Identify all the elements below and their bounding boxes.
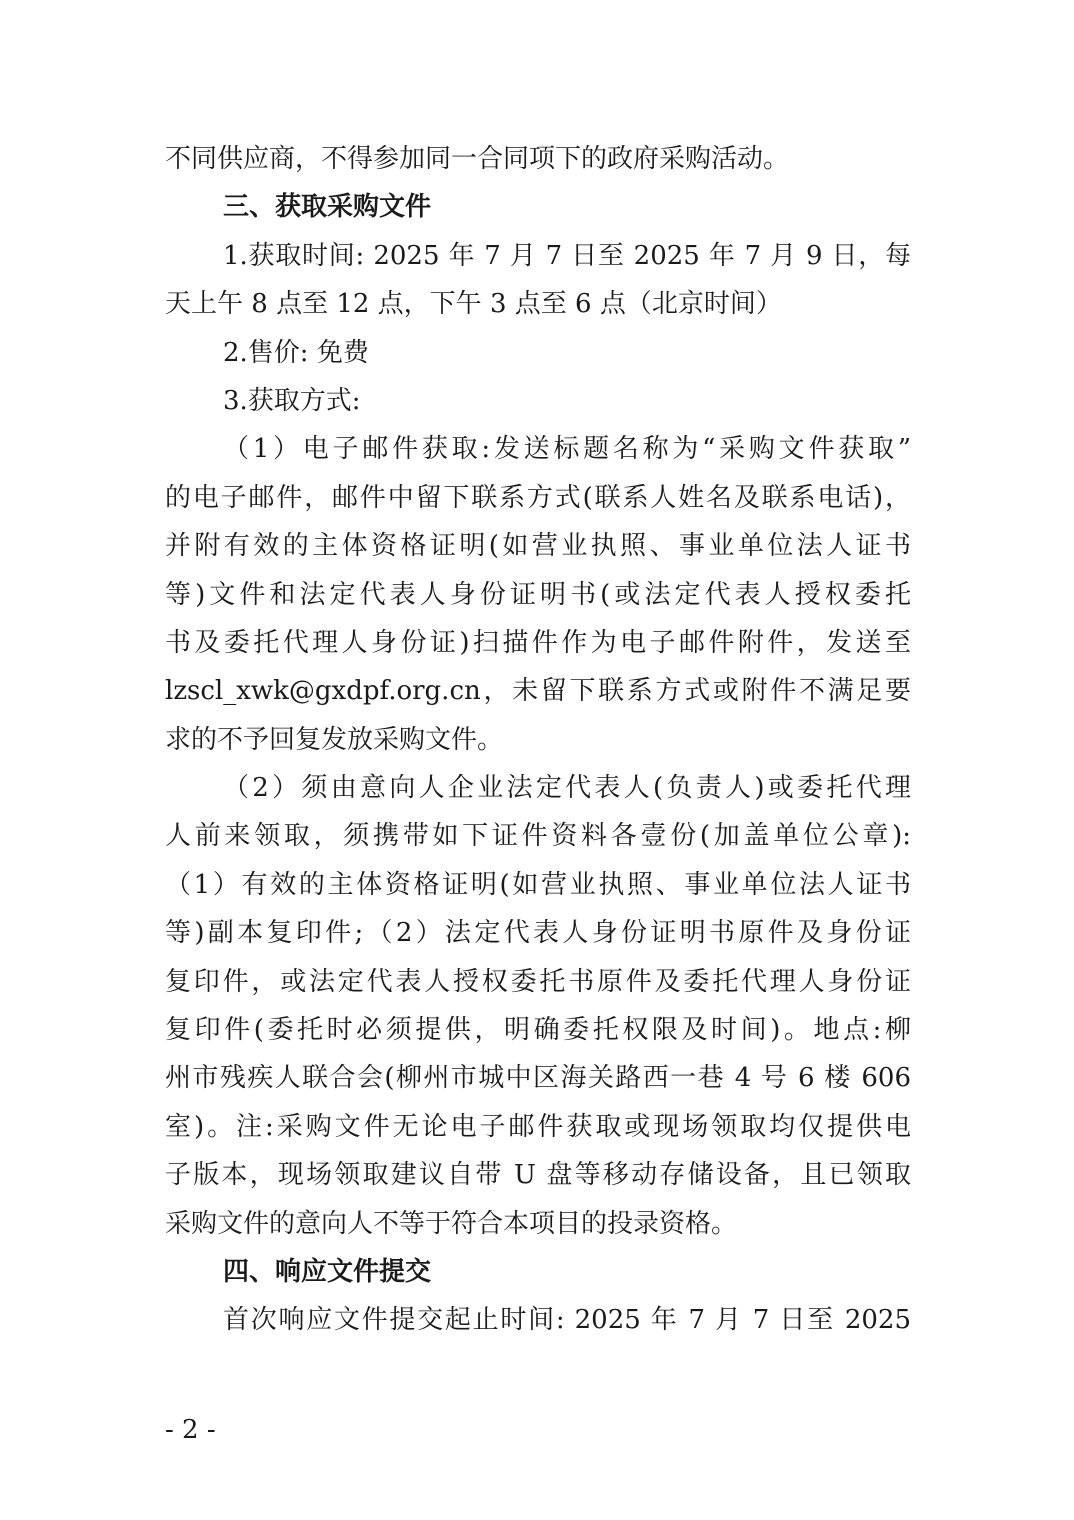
text-line: 书及委托代理人身份证)扫描件作为电子邮件附件，发送至	[165, 627, 911, 658]
text-line: 并附有效的主体资格证明(如营业执照、事业单位法人证书	[165, 531, 911, 562]
text-line: 天上午 8 点至 12 点，下午 3 点至 6 点（北京时间）	[165, 289, 782, 320]
text-line: 的电子邮件，邮件中留下联系方式(联系人姓名及联系电话)，	[165, 482, 911, 513]
text-line: 不同供应商，不得参加同一合同项下的政府采购活动。	[165, 144, 790, 174]
text-line: lzscl_xwk@gxdpf.org.cn，未留下联系方式或附件不满足要	[165, 676, 911, 707]
text-line: 1.获取时间: 2025 年 7 月 7 日至 2025 年 7 月 9 日，每	[223, 240, 911, 271]
text-line: 复印件，或法定代表人授权委托书原件及委托代理人身份证	[165, 966, 911, 997]
section-heading: 三、获取采购文件	[223, 192, 432, 223]
text-line: （2）须由意向人企业法定代表人(负责人)或委托代理	[223, 773, 911, 804]
section-heading: 四、响应文件提交	[223, 1256, 432, 1287]
text-line: 首次响应文件提交起止时间: 2025 年 7 月 7 日至 2025	[223, 1305, 911, 1336]
text-line: 人前来领取，须携带如下证件资料各壹份(加盖单位公章):	[165, 821, 911, 852]
document-body	[165, 135, 911, 1345]
text-line: 复印件(委托时必须提供，明确委托权限及时间)。地点:柳	[165, 1015, 911, 1046]
text-line: 求的不予回复发放采购文件。	[165, 724, 504, 755]
text-line: 等)文件和法定代表人身份证明书(或法定代表人授权委托	[165, 579, 911, 610]
text-line: 等)副本复印件;（2）法定代表人身份证明书原件及身份证	[165, 918, 911, 949]
text-line: 2.售价: 免费	[223, 337, 369, 368]
text-line: 室)。注:采购文件无论电子邮件获取或现场领取均仅提供电	[165, 1111, 911, 1142]
text-line: 州市残疾人联合会(柳州市城中区海关路西一巷 4 号 6 楼 606	[165, 1063, 911, 1094]
text-line: 采购文件的意向人不等于符合本项目的投录资格。	[165, 1208, 738, 1239]
text-line: （1）电子邮件获取:发送标题名称为“采购文件获取”	[223, 434, 911, 465]
text-line: 3.获取方式:	[223, 385, 361, 416]
text-line: 子版本，现场领取建议自带 U 盘等移动存储设备，且已领取	[165, 1160, 911, 1191]
text-line: （1）有效的主体资格证明(如营业执照、事业单位法人证书	[165, 869, 911, 900]
page-number: - 2 -	[165, 1415, 216, 1445]
